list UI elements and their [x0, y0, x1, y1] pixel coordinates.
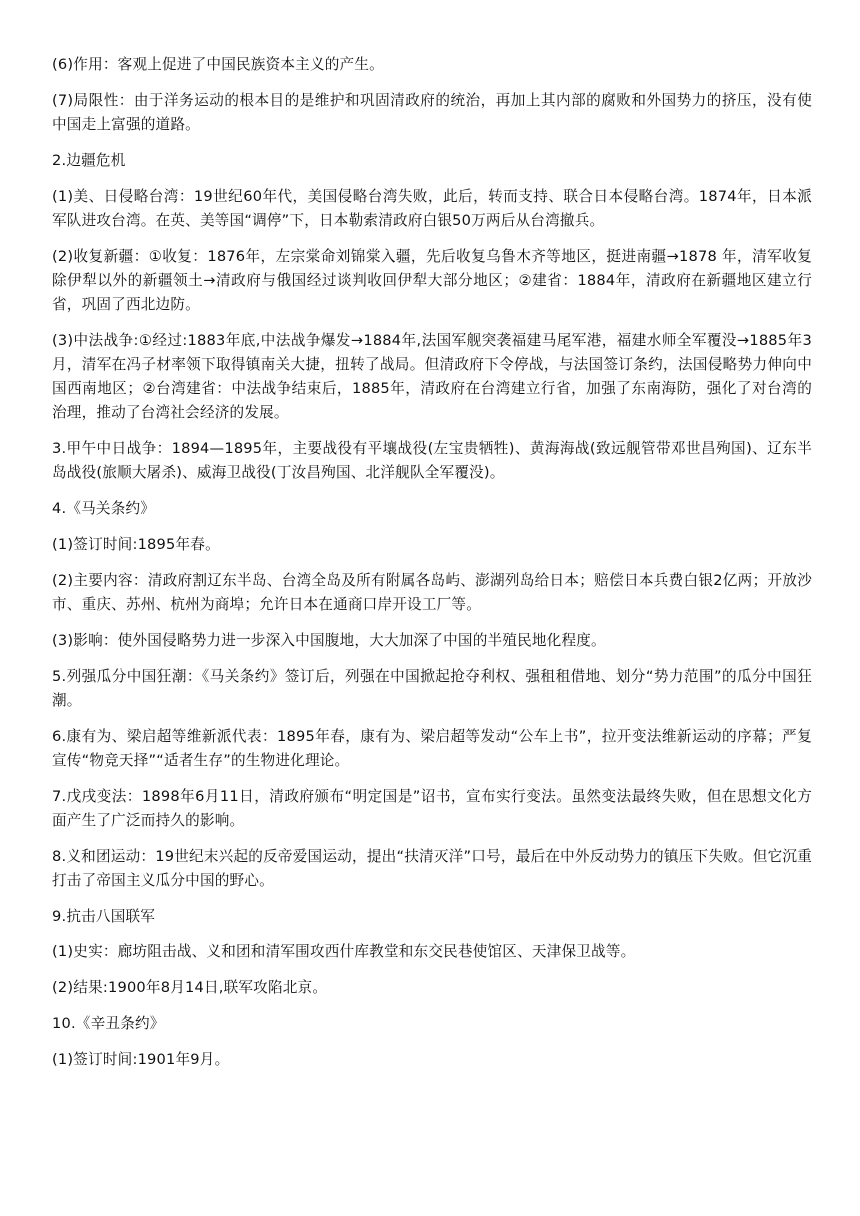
paragraph-shimonoseki-date: (1)签订时间:1895年春。: [52, 536, 220, 553]
paragraph-shimonoseki-impact: (3)影响：使外国侵略势力进一步深入中国腹地，大大加深了中国的半殖民地化程度。: [52, 631, 606, 649]
paragraph-shimonoseki-content: (2)主要内容：清政府割辽东半岛、台湾全岛及所有附属各岛屿、澎湖列岛给日本；赔偿日本兵费白银2亿两；开放沙市、重庆、苏州、杭州为商埠；允许日本在通商口岸开设工厂等。: [52, 571, 812, 613]
paragraph-hundred-days-reform: 7.戊戌变法：1898年6月11日，清政府颁布“明定国是”诏书，宣布实行变法。虽然变法最终失败，但在思想文化方面产生了广泛而持久的影响。: [52, 787, 812, 829]
heading-boxer-protocol: 10.《辛丑条约》: [52, 1014, 165, 1032]
paragraph-resistance-facts: (1)史实：廊坊阻击战、义和团和清军围攻西什库教堂和东交民巷使馆区、天津保卫战等。: [52, 943, 636, 961]
paragraph-us-japan-taiwan: (1)美、日侵略台湾：19世纪60年代，美国侵略台湾失败，此后，转而支持、联合日本侵略台湾。1874年，日本派军队进攻台湾。在英、美等国“调停”下，日本勒索清政府白银50万两后从台湾撤兵。: [52, 187, 812, 229]
paragraph-sino-french-war: (3)中法战争:①经过:1883年底,中法战争爆发→1884年,法国军舰突袭福建马尾军港，福建水师全军覆没→1885年3月，清军在冯子材率领下取得镇南关大捷，扭转了战局。但清政府下令停战，与法国签订条约，法国侵略势力伸向中国西南地区；②台湾建省：中法战争结束后，1885年，清政府在台湾建立行省，加强了东南海防，强化了对台湾的治理，推动了台湾社会经济的发展。: [52, 331, 812, 422]
paragraph-protocol-date: (1)签订时间:1901年9月。: [52, 1050, 230, 1068]
heading-treaty-shimonoseki: 4.《马关条约》: [52, 500, 156, 518]
paragraph-boxer-movement: 8.义和团运动：19世纪末兴起的反帝爱国运动，提出“扶清灭洋”口号，最后在中外反动势力的镇压下失败。但它沉重打击了帝国主义瓜分中国的野心。: [52, 847, 812, 889]
document-body: [52, 53, 812, 1084]
paragraph-reformists: 6.康有为、梁启超等维新派代表：1895年春，康有为、梁启超等发动“公车上书”，拉开变法维新运动的序幕；严复宣传“物竞天择”“适者生存”的生物进化理论。: [52, 727, 812, 769]
paragraph-limitation: (7)局限性：由于洋务运动的根本目的是维护和巩固清政府的统治，再加上其内部的腐败和外国势力的挤压，没有使中国走上富强的道路。: [52, 91, 812, 133]
heading-eight-nation-alliance: 9.抗击八国联军: [52, 907, 156, 925]
paragraph-scramble-for-china: 5.列强瓜分中国狂潮：《马关条约》签订后，列强在中国掀起抢夺利权、强租租借地、划分“势力范围”的瓜分中国狂潮。: [52, 667, 812, 709]
heading-frontier-crisis: 2.边疆危机: [52, 151, 126, 169]
paragraph-function: (6)作用：客观上促进了中国民族资本主义的产生。: [52, 56, 384, 73]
paragraph-sino-japanese-war: 3.甲午中日战争：1894—1895年，主要战役有平壤战役(左宝贵牺牲)、黄海海战(致远舰管带邓世昌殉国)、辽东半岛战役(旅顺大屠杀)、威海卫战役(丁汝昌殉国、北洋舰队全军覆没)。: [52, 440, 812, 482]
paragraph-resistance-result: (2)结果:1900年8月14日,联军攻陷北京。: [52, 979, 328, 997]
paragraph-recover-xinjiang: (2)收复新疆：①收复：1876年，左宗棠命刘锦棠入疆，先后收复乌鲁木齐等地区，挺进南疆→1878 年，清军收复除伊犁以外的新疆领土→清政府与俄国经过谈判收回伊犁大部分地区；②建省：1884年，清政府在新疆地区建立行省，巩固了西北边防。: [52, 247, 812, 313]
